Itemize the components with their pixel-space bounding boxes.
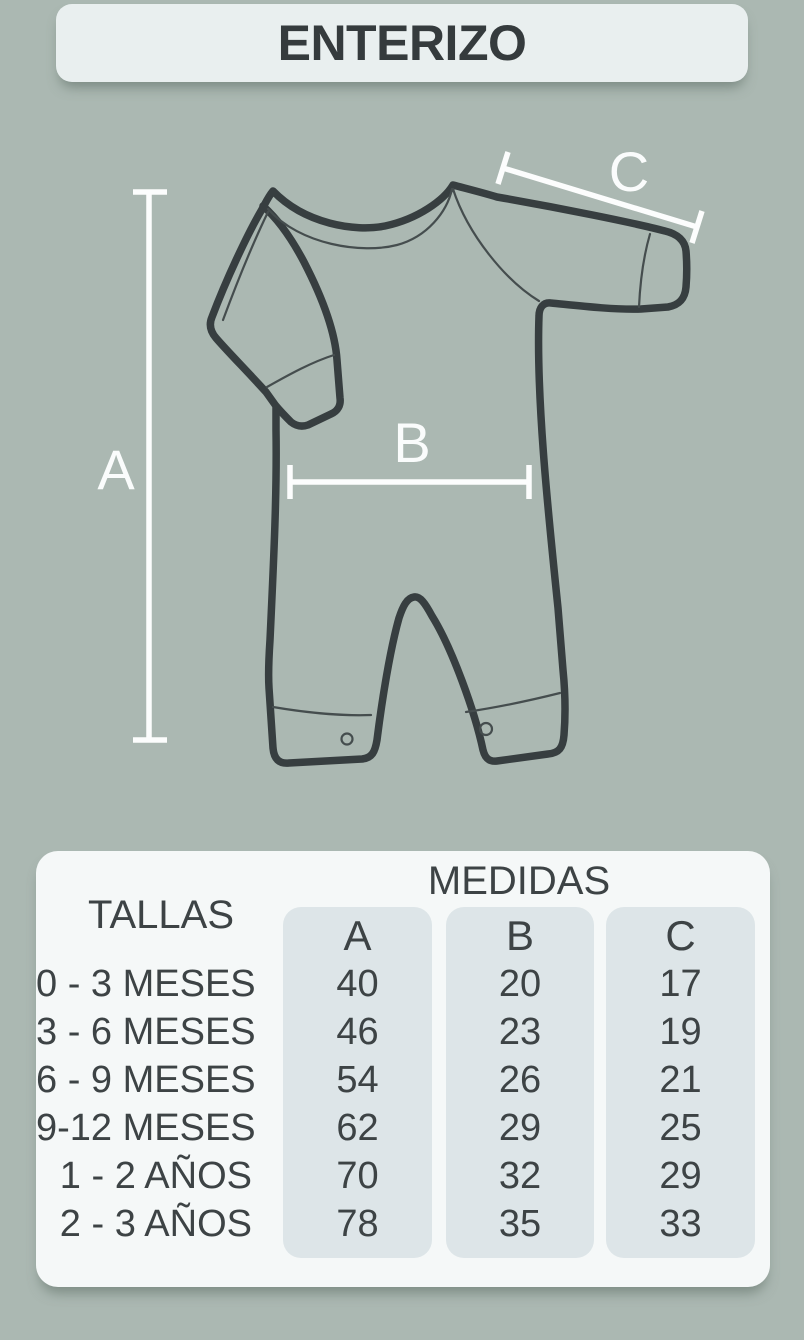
value-b: 26	[498, 1059, 542, 1101]
value-c: 25	[659, 1107, 702, 1149]
table-row	[36, 960, 770, 1008]
value-b: 23	[498, 1011, 542, 1053]
size-label: 6 - 9 MESES	[36, 1059, 256, 1101]
label-b: B	[393, 411, 431, 474]
size-label: 3 - 6 MESES	[36, 1011, 256, 1053]
value-a: 46	[336, 1011, 379, 1053]
table-row	[36, 1056, 770, 1104]
value-b: 29	[498, 1107, 542, 1149]
value-a: 78	[336, 1203, 379, 1245]
table-row	[36, 1200, 770, 1248]
onesie-left-sleeve-edge	[263, 206, 340, 426]
snap-button-left	[342, 734, 353, 745]
onesie-outline	[210, 185, 686, 763]
value-c: 19	[659, 1011, 702, 1053]
measures-title: MEDIDAS	[427, 859, 611, 903]
label-c: C	[608, 140, 650, 203]
measure-line-a	[133, 192, 167, 740]
column-headers	[36, 912, 770, 960]
size-label: 0 - 3 MESES	[36, 963, 256, 1005]
column-header-b: B	[505, 912, 534, 959]
value-a: 70	[336, 1155, 379, 1197]
value-b: 20	[498, 963, 542, 1005]
snap-button-right	[480, 723, 492, 735]
size-label: 9-12 MESES	[36, 1107, 256, 1149]
value-c: 33	[659, 1203, 702, 1245]
page-title: ENTERIZO	[277, 15, 527, 71]
seam-lines	[223, 189, 650, 715]
value-a: 62	[336, 1107, 379, 1149]
value-c: 29	[659, 1155, 702, 1197]
size-label: 2 - 3 AÑOS	[59, 1203, 252, 1245]
column-header-c: C	[665, 912, 696, 959]
label-a: A	[97, 438, 135, 501]
value-b: 32	[498, 1155, 542, 1197]
value-a: 54	[336, 1059, 379, 1101]
size-table-card	[36, 851, 770, 1287]
value-c: 21	[659, 1059, 702, 1101]
value-b: 35	[498, 1203, 542, 1245]
sizes-title: TALLAS	[88, 893, 234, 937]
size-rows	[36, 960, 770, 1248]
column-header-a: A	[343, 912, 372, 959]
size-label: 1 - 2 AÑOS	[59, 1155, 252, 1197]
value-a: 40	[336, 963, 379, 1005]
value-c: 17	[659, 963, 702, 1005]
table-row	[36, 1104, 770, 1152]
table-row	[36, 1008, 770, 1056]
table-row	[36, 1152, 770, 1200]
